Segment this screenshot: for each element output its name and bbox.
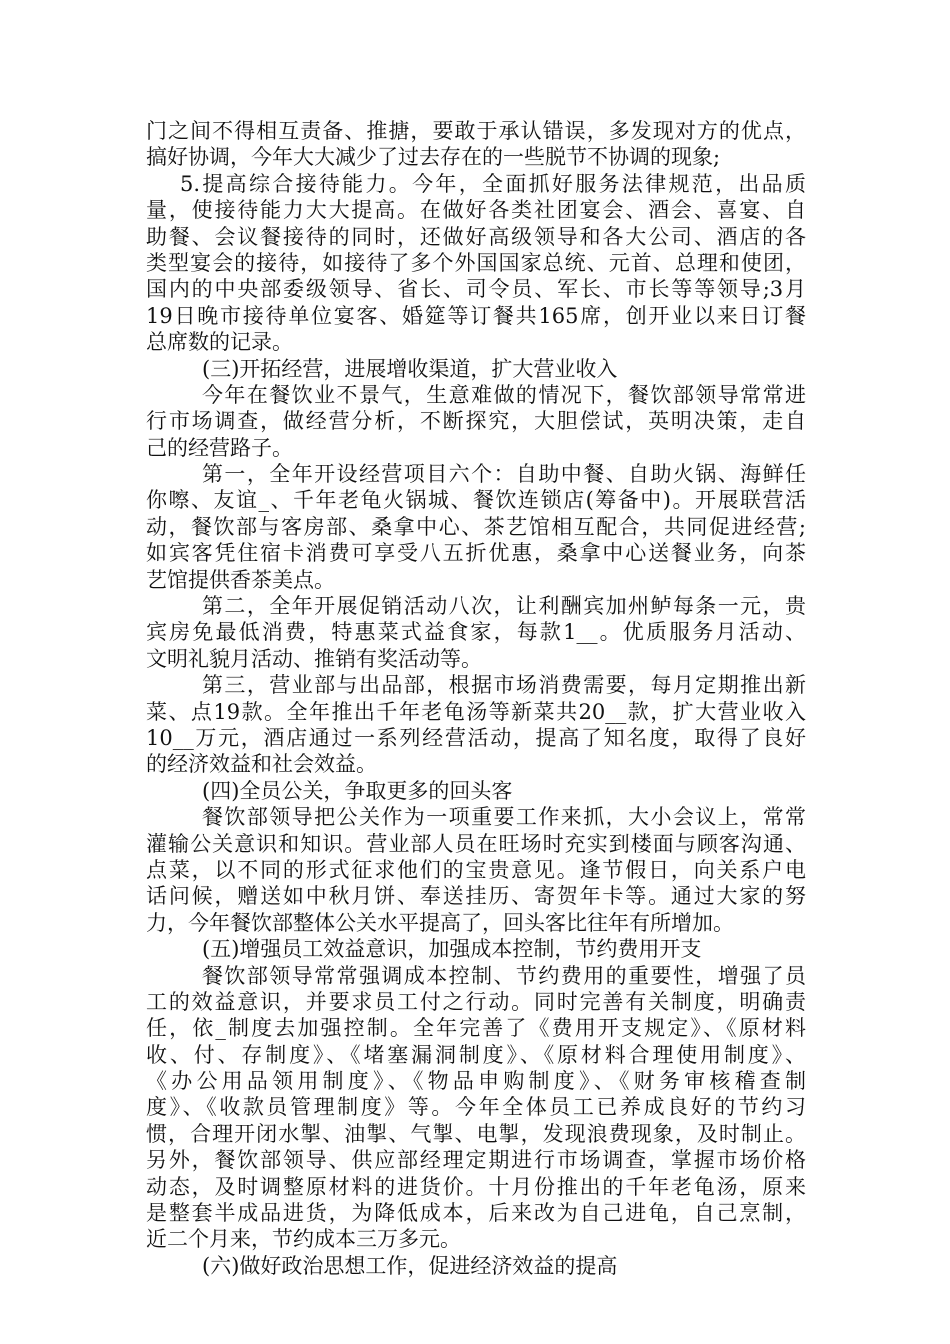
document-body [146, 118, 806, 1279]
text-line: 总席数的记录。 [146, 330, 293, 355]
text-line: 灌输公关意识和知识。营业部人员在旺场时充实到楼面与顾客沟通、 [146, 831, 806, 856]
text-line: 话问候，赠送如中秋月饼、奉送挂历、寄贺年卡等。通过大家的努 [146, 884, 806, 909]
text-line: 国内的中央部委级领导、省长、司令员、军长、市长等等领导;3月 [146, 277, 806, 302]
text-line: 力，今年餐饮部整体公关水平提高了，回头客比往年有所增加。 [146, 910, 734, 935]
text-line: 第一，全年开设经营项目六个：自助中餐、自助火锅、海鲜任 [202, 462, 806, 487]
text-line: 点菜，以不同的形式征求他们的宝贵意见。逢节假日，向关系户电 [146, 857, 806, 882]
text-line: 《办公用品领用制度》、《物品申购制度》、《财务审核稽查制 [146, 1069, 806, 1094]
section-heading-3: (三)开拓经营，进展增收渠道，扩大营业收入 [202, 356, 618, 381]
text-line: 动，餐饮部与客房部、桑拿中心、茶艺馆相互配合，共同促进经营; [146, 514, 806, 539]
text-line: 收、付、存制度》、《堵塞漏洞制度》、《原材料合理使用制度》、 [146, 1042, 806, 1067]
text-line: 你嚓、友谊_、千年老龟火锅城、餐饮连锁店(筹备中)。开展联营活 [146, 488, 806, 513]
text-line: 第二，全年开展促销活动八次，让利酬宾加州鲈每条一元，贵 [202, 594, 806, 619]
text-line: 门之间不得相互责备、推搪，要敢于承认错误，多发现对方的优点， [146, 119, 806, 143]
text-line: 惯，合理开闭水掣、油掣、气掣、电掣，发现浪费现象，及时制止。 [146, 1121, 806, 1146]
text-line: 是整套半成品进货，为降低成本，后来改为自己进龟，自己烹制， [146, 1201, 806, 1226]
text-line: 己的经营路子。 [146, 435, 293, 460]
text-line: 艺馆提供香茶美点。 [146, 567, 335, 592]
text-line: 任，依_制度去加强控制。全年完善了《费用开支规定》、《原材料 [146, 1016, 806, 1041]
text-line: 10__万元，酒店通过一系列经营活动，提高了知名度，取得了良好 [146, 725, 806, 750]
text-line: 搞好协调，今年大大减少了过去存在的一些脱节不协调的现象; [146, 145, 721, 170]
text-line: 工的效益意识，并要求员工付之行动。同时完善有关制度，明确责 [146, 989, 806, 1014]
text-line: 如宾客凭住宿卡消费可享受八五折优惠，桑拿中心送餐业务，向茶 [146, 541, 806, 566]
text-line: 量，使接待能力大大提高。在做好各类社团宴会、酒会、喜宴、自 [146, 198, 806, 223]
section-heading-4: (四)全员公关，争取更多的回头客 [202, 778, 513, 803]
text-line: 餐饮部领导把公关作为一项重要工作来抓，大小会议上，常常 [202, 805, 806, 830]
text-line: 宾房免最低消费，特惠菜式益食家，每款1__。优质服务月活动、 [146, 620, 806, 645]
text-line: 的经济效益和社会效益。 [146, 752, 377, 777]
text-line: 动态，及时调整原材料的进货价。十月份推出的千年老龟汤，原来 [146, 1174, 806, 1199]
text-line: 类型宴会的接待，如接待了多个外国国家总统、元首、总理和使团， [146, 250, 806, 275]
section-heading-5: (五)增强员工效益意识，加强成本控制，节约费用开支 [202, 937, 702, 962]
text-line: 行市场调查，做经营分析，不断探究，大胆偿试，英明决策，走自 [146, 409, 806, 434]
text-line: 文明礼貌月活动、推销有奖活动等。 [146, 646, 482, 671]
text-line: 菜、点19款。全年推出千年老龟汤等新菜共20__款，扩大营业收入 [146, 699, 806, 724]
text-line: 今年在餐饮业不景气，生意难做的情况下，餐饮部领导常常进 [202, 382, 806, 407]
text-line: 度》、《收款员管理制度》等。今年全体员工已养成良好的节约习 [146, 1095, 806, 1120]
text-line: 餐饮部领导常常强调成本控制、节约费用的重要性，增强了员 [202, 963, 806, 988]
list-item-5: 5.提高综合接待能力。今年，全面抓好服务法律规范，出品质 [180, 171, 806, 196]
section-heading-6: (六)做好政治思想工作，促进经济效益的提高 [202, 1253, 618, 1278]
text-line: 助餐、会议餐接待的同时，还做好高级领导和各大公司、酒店的各 [146, 224, 806, 249]
text-line: 另外，餐饮部领导、供应部经理定期进行市场调查，掌握市场价格 [146, 1148, 806, 1173]
text-line: 19日晚市接待单位宴客、婚筵等订餐共165席，创开业以来日订餐 [146, 303, 806, 328]
text-line: 近二个月来，节约成本三万多元。 [146, 1227, 461, 1252]
text-line: 第三，营业部与出品部，根据市场消费需要，每月定期推出新 [202, 673, 806, 698]
